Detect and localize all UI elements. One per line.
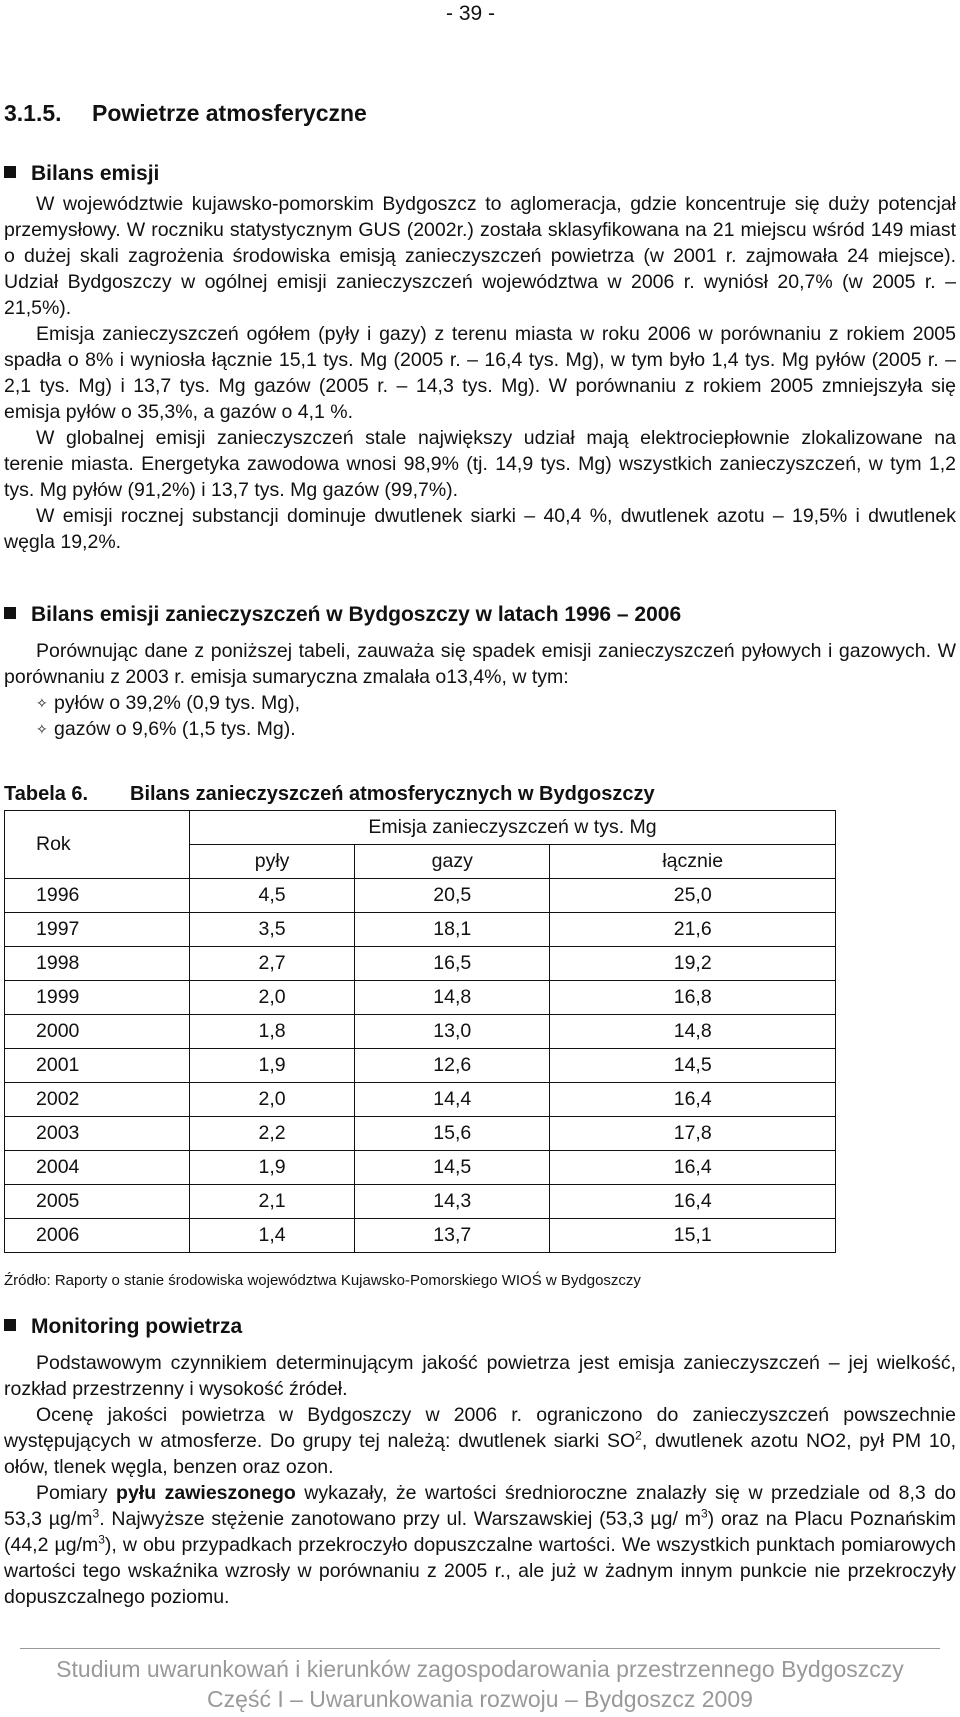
square-bullet-icon xyxy=(4,1319,16,1331)
table-title: Bilans zanieczyszczeń atmosferycznych w Bydgoszczy xyxy=(130,783,655,805)
table-cell: 17,8 xyxy=(550,1117,836,1151)
table-row xyxy=(5,1151,836,1185)
table-cell: 14,4 xyxy=(355,1083,550,1117)
paragraph-block-2 xyxy=(4,638,956,742)
table-header-col: łącznie xyxy=(550,845,836,879)
list-item: ✧ pyłów o 39,2% (0,9 tys. Mg), xyxy=(36,692,301,714)
table-row xyxy=(5,947,836,981)
section-title: Powietrze atmosferyczne xyxy=(92,100,367,126)
paragraph-block-1 xyxy=(4,191,956,555)
table-cell-year: 2006 xyxy=(5,1219,190,1253)
table-source: Źródło: Raporty o stanie środowiska województwa Kujawsko-Pomorskiego WIOŚ w Bydgoszczy xyxy=(4,1272,641,1289)
table-cell: 16,4 xyxy=(550,1083,836,1117)
table-label: Tabela 6. xyxy=(4,783,89,805)
heading-monitoring xyxy=(4,1315,242,1339)
table-cell: 15,6 xyxy=(355,1117,550,1151)
table-body xyxy=(5,879,836,1253)
table-cell-year: 1999 xyxy=(5,981,190,1015)
footer-line-2: Część I – Uwarunkowania rozwoju – Bydgoszcz 2009 xyxy=(207,1686,753,1712)
table-row xyxy=(5,879,836,913)
table-cell: 21,6 xyxy=(550,913,836,947)
list-item: ✧ gazów o 9,6% (1,5 tys. Mg). xyxy=(36,718,296,740)
reduction-list xyxy=(4,690,956,742)
table-cell-year: 2005 xyxy=(5,1185,190,1219)
table-cell-year: 2004 xyxy=(5,1151,190,1185)
table-row xyxy=(5,981,836,1015)
table-header-col: gazy xyxy=(355,845,550,879)
table-cell: 16,4 xyxy=(550,1151,836,1185)
section-number: 3.1.5. xyxy=(4,100,62,126)
table-header-group: Emisja zanieczyszczeń w tys. Mg xyxy=(190,811,836,845)
table-header-col: pyły xyxy=(190,845,355,879)
footer-divider xyxy=(20,1648,940,1649)
table-row xyxy=(5,913,836,947)
table-cell: 13,0 xyxy=(355,1015,550,1049)
paragraph: Porównując dane z poniższej tabeli, zauważa się spadek emisji zanieczyszczeń pyłowych i gazowych. W porównaniu z 2003 r. emisja sumaryczna zmalała o13,4%, w tym: xyxy=(4,640,956,688)
table-row xyxy=(5,1219,836,1253)
table-cell: 3,5 xyxy=(190,913,355,947)
table-cell: 1,9 xyxy=(190,1151,355,1185)
table-cell-year: 1997 xyxy=(5,913,190,947)
heading-monitoring-text: Monitoring powietrza xyxy=(31,1315,243,1338)
section-heading xyxy=(4,100,367,127)
star-bullet-icon: ✧ xyxy=(36,695,48,711)
table-cell: 1,9 xyxy=(190,1049,355,1083)
table-header-rok: Rok xyxy=(5,811,190,879)
table-row xyxy=(5,1083,836,1117)
heading-balance xyxy=(4,603,681,627)
paragraph: Emisja zanieczyszczeń ogółem (pyły i gazy) z terenu miasta w roku 2006 w porównaniu z rokiem 2005 spadła o 8% i wyniosła łącznie 15,1 tys. Mg (2005 r. – 16,4 tys. Mg), w tym było 1,4 tys. Mg pyłów (2005 r. – 2,1 tys. Mg) i 13,7 tys. Mg gazów (2005 r. – 14,3 tys. Mg). W porównaniu z rokiem 2005 zmniejszyła się emisja pyłów o 35,3%, a gazów o 4,1 %. xyxy=(4,323,956,423)
emission-table xyxy=(4,810,836,1253)
table-cell: 1,8 xyxy=(190,1015,355,1049)
paragraph: W województwie kujawsko-pomorskim Bydgoszcz to aglomeracja, gdzie koncentruje się duży potencjał przemysłowy. W roczniku statystycznym GUS (2002r.) została sklasyfikowana na 21 miejscu wśród 149 miast o dużej skali zagrożenia środowiska emisją zanieczyszczeń powietrza (w 2001 r. zajmowała 24 miejsce). Udział Bydgoszczy w ogólnej emisji zanieczyszczeń województwa w 2006 r. wyniósł 20,7% (w 2005 r. – 21,5%). xyxy=(4,193,956,319)
table-cell: 16,8 xyxy=(550,981,836,1015)
table-row xyxy=(5,1015,836,1049)
table-cell: 14,8 xyxy=(550,1015,836,1049)
table-cell: 19,2 xyxy=(550,947,836,981)
table-cell: 18,1 xyxy=(355,913,550,947)
table-cell-year: 2000 xyxy=(5,1015,190,1049)
paragraph-block-3 xyxy=(4,1350,956,1610)
paragraph: Pomiary pyłu zawieszonego wykazały, że wartości średnioroczne znalazły się w przedziale od 8,3 do 53,3 $\mu g/m^3$. Najwyższe stężenie zanotowano przy ul. Warszawskiej (53,3 µg/ $m^3$) oraz na Placu Poznańskim (44,2 $\mu g/m^3$), w obu przypadkach przekroczyło dopuszczalne wartości. We wszystkich punktach pomiarowych wartości tego wskaźnika wzrosły w porównaniu z 2005 r., ale już w żadnym innym punkcie nie przekroczyły dopuszczalnego poziomu. xyxy=(4,1482,956,1608)
table-row xyxy=(5,1049,836,1083)
table-cell: 2,0 xyxy=(190,981,355,1015)
table-cell: 2,7 xyxy=(190,947,355,981)
table-row xyxy=(5,1117,836,1151)
table-cell: 4,5 xyxy=(190,879,355,913)
paragraph: Ocenę jakości powietrza w Bydgoszczy w 2006 r. ograniczono do zanieczyszczeń powszechnie występujących w atmosferze. Do grupy tej należą: dwutlenek siarki $SO^2$, dwutlenek azotu NO2, pył PM 10, ołów, tlenek węgla, benzen oraz ozon. xyxy=(4,1404,957,1478)
heading-emission xyxy=(4,162,159,186)
table-cell: 14,8 xyxy=(355,981,550,1015)
footer-line-1: Studium uwarunkowań i kierunków zagospodarowania przestrzennego Bydgoszczy xyxy=(56,1656,904,1682)
table-cell: 14,5 xyxy=(355,1151,550,1185)
table-cell: 2,2 xyxy=(190,1117,355,1151)
table-cell: 12,6 xyxy=(355,1049,550,1083)
table-cell: 2,1 xyxy=(190,1185,355,1219)
heading-emission-text: Bilans emisji xyxy=(31,162,160,185)
table-cell: 15,1 xyxy=(550,1219,836,1253)
table-cell: 20,5 xyxy=(355,879,550,913)
paragraph: Podstawowym czynnikiem determinującym jakość powietrza jest emisja zanieczyszczeń – jej wielkość, rozkład przestrzenny i wysokość źródeł. xyxy=(4,1352,956,1400)
table-cell: 16,4 xyxy=(550,1185,836,1219)
table-cell: 1,4 xyxy=(190,1219,355,1253)
square-bullet-icon xyxy=(4,607,16,619)
table-cell: 13,7 xyxy=(355,1219,550,1253)
heading-balance-text: Bilans emisji zanieczyszczeń w Bydgoszczy w latach 1996 – 2006 xyxy=(31,603,682,626)
star-bullet-icon: ✧ xyxy=(36,721,48,737)
table-cell-year: 1996 xyxy=(5,879,190,913)
paragraph: W globalnej emisji zanieczyszczeń stale największy udział mają elektrociepłownie zlokalizowane na terenie miasta. Energetyka zawodowa wnosi 98,9% (tj. 14,9 tys. Mg) wszystkich zanieczyszczeń, w tym 1,2 tys. Mg pyłów (91,2%) i 13,7 tys. Mg gazów (99,7%). xyxy=(4,427,956,501)
table-cell-year: 2002 xyxy=(5,1083,190,1117)
page-number: - 39 - xyxy=(446,2,496,25)
square-bullet-icon xyxy=(4,166,16,178)
table-cell: 2,0 xyxy=(190,1083,355,1117)
paragraph: W emisji rocznej substancji dominuje dwutlenek siarki – 40,4 %, dwutlenek azotu – 19,5% i dwutlenek węgla 19,2%. xyxy=(4,505,956,553)
table-cell-year: 2001 xyxy=(5,1049,190,1083)
table-caption xyxy=(4,783,655,806)
table-cell: 25,0 xyxy=(550,879,836,913)
table-cell: 16,5 xyxy=(355,947,550,981)
table-row xyxy=(5,1185,836,1219)
table-cell-year: 2003 xyxy=(5,1117,190,1151)
table-cell-year: 1998 xyxy=(5,947,190,981)
table-cell: 14,3 xyxy=(355,1185,550,1219)
table-cell: 14,5 xyxy=(550,1049,836,1083)
